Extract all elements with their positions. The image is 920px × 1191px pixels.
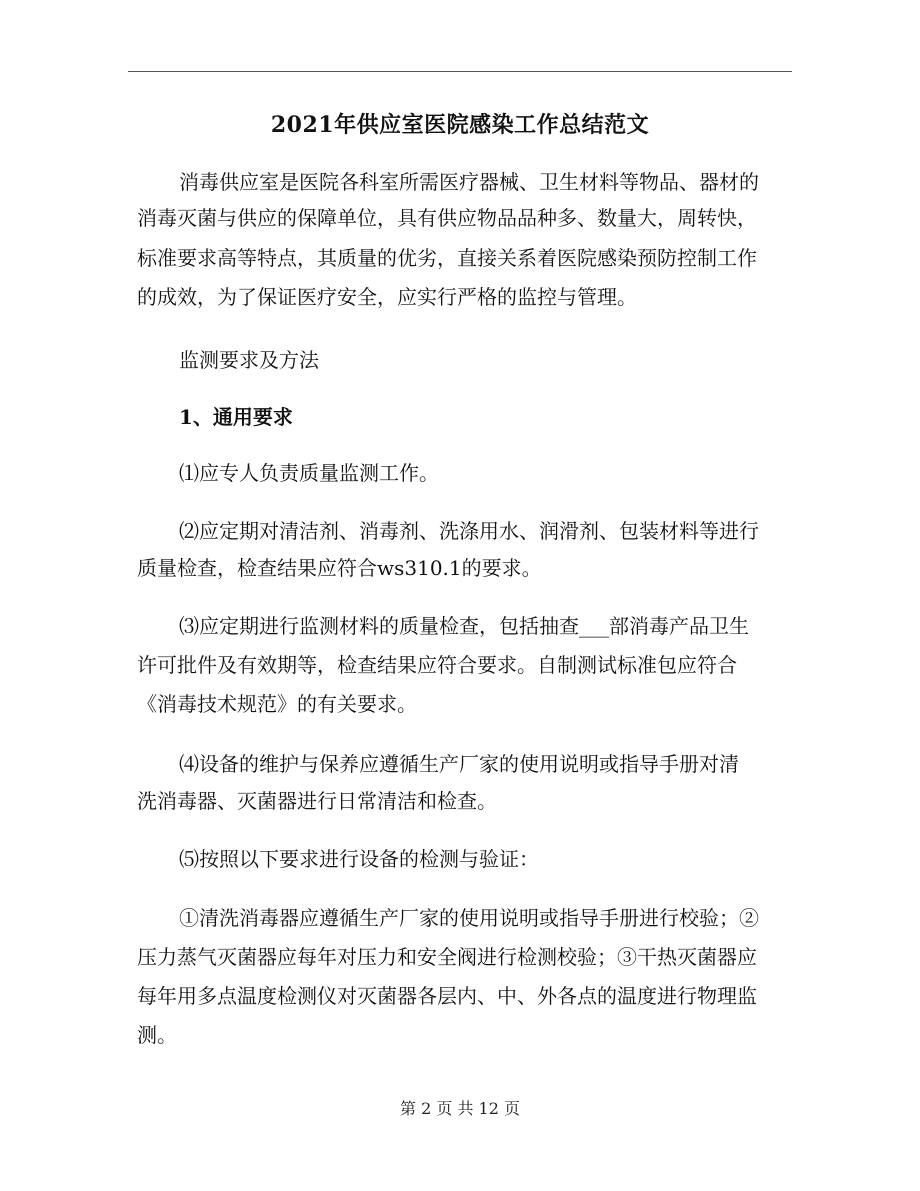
paragraph-1-line-3: 标准要求高等特点，其质量的优劣，直接关系着医院感染预防控制工作 — [137, 246, 757, 270]
item-5-line-1: ⑸按照以下要求进行设备的检测与验证： — [179, 847, 539, 871]
section-heading: 监测要求及方法 — [179, 348, 319, 372]
paragraph-1-line-1: 消毒供应室是医院各科室所需医疗器械、卫生材料等物品、器材的 — [179, 170, 759, 194]
item-5-detail-line-4: 测。 — [137, 1023, 177, 1047]
paragraph-1-line-2: 消毒灭菌与供应的保障单位，具有供应物品品种多、数量大，周转快， — [137, 206, 757, 230]
item-3-line-1: ⑶应定期进行监测材料的质量检查，包括抽查___部消毒产品卫生 — [179, 614, 749, 638]
document-title: 2021年供应室医院感染工作总结范文 — [270, 112, 650, 138]
subsection-heading: 1、通用要求 — [179, 405, 293, 429]
item-5-detail-line-1: ①清洗消毒器应遵循生产厂家的使用说明或指导手册进行校验；② — [179, 906, 759, 930]
page-number: 第 2 页 共 12 页 — [400, 1099, 520, 1118]
item-1-line-1: ⑴应专人负责质量监测工作。 — [179, 461, 439, 485]
item-3-line-3: 《消毒技术规范》的有关要求。 — [137, 692, 417, 716]
item-4-line-1: ⑷设备的维护与保养应遵循生产厂家的使用说明或指导手册对清 — [179, 752, 739, 776]
item-3-line-2: 许可批件及有效期等，检查结果应符合要求。自制测试标准包应符合 — [137, 653, 737, 677]
item-5-detail-line-2: 压力蒸气灭菌器应每年对压力和安全阀进行检测校验；③干热灭菌器应 — [137, 945, 757, 969]
item-2-line-1: ⑵应定期对清洁剂、消毒剂、洗涤用水、润滑剂、包装材料等进行 — [179, 519, 759, 543]
header-rule — [128, 71, 792, 72]
paragraph-1-line-4: 的成效，为了保证医疗安全，应实行严格的监控与管理。 — [137, 285, 637, 309]
item-4-line-2: 洗消毒器、灭菌器进行日常清洁和检查。 — [137, 789, 497, 813]
item-2-line-2: 质量检查，检查结果应符合ws310.1的要求。 — [137, 556, 542, 580]
item-5-detail-line-3: 每年用多点温度检测仪对灭菌器各层内、中、外各点的温度进行物理监 — [137, 984, 757, 1008]
